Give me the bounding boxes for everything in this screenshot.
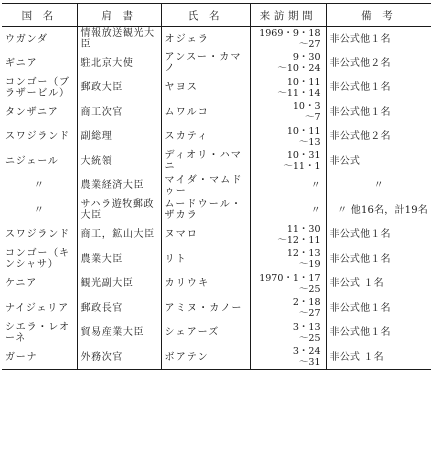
period-cell: 10・3 〜7 [250,100,326,125]
name-cell: ヌマロ [161,223,250,248]
name-cell: ヤヨス [161,76,250,101]
note-cell: 非公式他１名 [326,76,431,101]
period-cell: 12・13 〜19 [250,247,326,272]
note-cell: 非公式他１名 [326,247,431,272]
note-cell: 非公式他１名 [326,100,431,125]
period-cell: 10・11 〜11・14 [250,76,326,101]
header-country: 国 名 [2,4,77,27]
table-row [2,51,431,76]
note-cell: 非公式 [326,149,431,174]
header-note: 備 考 [326,4,431,27]
note-cell: 〃 [326,174,431,199]
title-cell: 大統領 [77,149,161,174]
title-cell: 農業経済大臣 [77,174,161,199]
title-cell: 駐北京大使 [77,51,161,76]
period-cell: 2・18 〜27 [250,296,326,321]
title-cell: 副総理 [77,125,161,150]
note-cell: 非公式 １名 [326,272,431,297]
country-cell: ナイジェリア [5,302,69,314]
title-cell: 商工次官 [77,100,161,125]
note-cell: 非公式他１名 [326,27,431,52]
name-cell: アンスー・カマノ [161,51,250,76]
period-cell: 3・24 〜31 [250,345,326,370]
note-cell: 非公式他２名 [326,125,431,150]
title-cell: 商工，鉱山大臣 [77,223,161,248]
header-period: 来訪期間 [250,4,326,27]
country-cell: タンザニア [5,106,59,118]
name-cell: オジェラ [161,27,250,52]
table-row [2,272,431,297]
visitor-table [2,3,431,370]
name-cell: ディオリ・ハマニ [161,149,250,174]
title-cell: 貿易産業大臣 [77,321,161,346]
name-cell: アミヌ・カノー [161,296,250,321]
country-cell: スワジランド [5,229,70,241]
country-cell: ガーナ [2,345,77,370]
header-row [2,4,431,27]
table-row [2,149,431,174]
table-row [2,174,431,199]
country-cell: コンゴー（キンシャサ） [5,248,70,271]
table-row [2,296,431,321]
header-name: 氏 名 [161,4,250,27]
period-cell: 9・30 〜10・24 [250,51,326,76]
period-cell: 10・31 〜11・1 [250,149,326,174]
country-cell: ギニア [5,57,38,69]
title-cell: 農業大臣 [77,247,161,272]
period-cell: 1970・1・17 〜25 [250,272,326,297]
table-row [2,321,431,346]
title-cell: 郵政長官 [77,296,161,321]
name-cell: マイダ・マムドゥー [161,174,250,199]
table-row [2,247,431,272]
name-cell: ムワルコ [161,100,250,125]
table-body [2,27,431,370]
period-cell: 3・13 〜25 [250,321,326,346]
country-cell: ウガンダ [5,33,48,45]
country-cell: コンゴー（ブラザービル） [5,76,70,99]
country-cell: ニジェール [5,155,59,167]
title-cell: 外務次官 [77,345,161,370]
period-cell: 10・11 〜13 [250,125,326,150]
note-cell: 非公式他１名 [326,321,431,346]
title-cell: 観光副大臣 [77,272,161,297]
note-cell: 非公式 １名 [326,345,431,370]
table-row [2,125,431,150]
title-cell: サハラ遊牧郵政大臣 [77,198,161,223]
name-cell: カリウキ [161,272,250,297]
name-cell: シェアーズ [161,321,250,346]
name-cell: ボアテン [161,345,250,370]
table-row [2,27,431,52]
title-cell: 情報放送観光大臣 [77,27,161,52]
note-cell: 非公式他１名 [326,223,431,248]
name-cell: リト [161,247,250,272]
title-cell: 郵政大臣 [77,76,161,101]
table-row [2,223,431,248]
table-row [2,345,431,370]
period-cell: 〃 [250,174,326,199]
table-row [2,198,431,223]
period-cell: 1969・9・18 〜27 [250,27,326,52]
header-title: 肩 書 [77,4,161,27]
table-row [2,100,431,125]
period-cell: 11・30 〜12・11 [250,223,326,248]
country-cell: ケニア [5,278,37,290]
table-row [2,76,431,101]
name-cell: ムードウール・ザカラ [161,198,250,223]
country-cell: 〃 [33,204,45,216]
note-cell: 〃 他16名，計19名 [326,198,431,223]
note-cell: 非公式他２名 [326,51,431,76]
note-cell: 非公式他１名 [326,296,431,321]
country-cell: スワジランド [5,131,70,143]
period-cell: 〃 [250,198,326,223]
country-cell: シエラ・レオーネ [5,321,70,344]
name-cell: スカティ [161,125,250,150]
country-cell: 〃 [33,180,45,192]
